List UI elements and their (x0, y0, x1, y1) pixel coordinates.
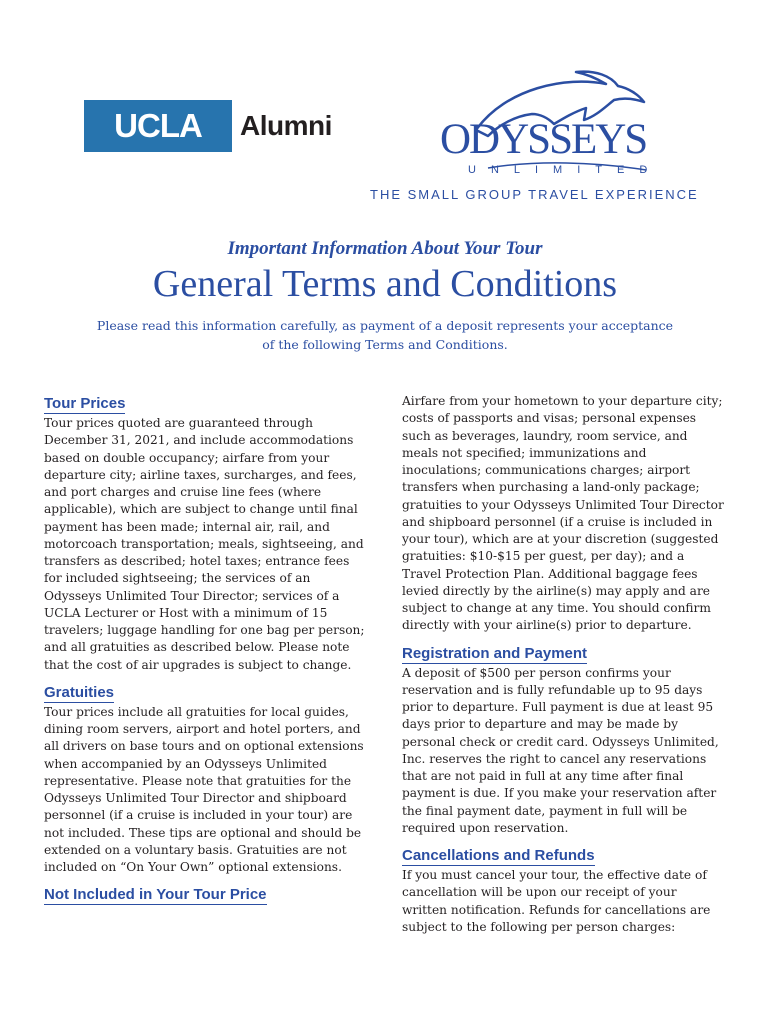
cancellations-heading: Cancellations and Refunds (402, 847, 595, 864)
intro-text: Please read this information carefully, as payment of a deposit represents your acceptance of the following Terms and Conditions. (96, 318, 674, 352)
subhead: Important Information About Your Tour (227, 238, 543, 259)
tour-prices-text: Tour prices quoted are guaranteed through December 31, 2021, and include accommodations based on double occupancy; airfare from your departure city; airline taxes, surcharges, and fees, and port charges and cruise line fees (where applicable), which are subject to change until final payment has been made; internal air, rail, and motorcoach transportation; meals, sightseeing, and transfers as described; hotel taxes; entrance fees for included sightseeing; the services of an Odysseys Unlimited Tour Director; services of a UCLA Lecturer or Host with a minimum of 15 travelers; luggage handling for one bag per person; and all gratuities as described below. Please note that the cost of air upgrades is subject to change. (44, 416, 365, 672)
left-column (44, 393, 366, 905)
ucla-wordmark: UCLA (84, 100, 232, 152)
registration-text: A deposit of $500 per person confirms your reservation and is fully refundable up to 95 days prior to departure. Full payment is due at least 95 days prior to departure and may be made by personal check or credit card. Odysseys Unlimited, Inc. reserves the right to cancel any reservations that are not paid in full at any time after final payment is due. If you make your reservation after the final payment date, payment in full will be required upon reservation. (402, 665, 719, 835)
unlimited-wordmark: UNLIMITED (468, 164, 663, 176)
page-title: General Terms and Conditions (152, 263, 618, 305)
ucla-alumni-logo (84, 100, 332, 152)
alumni-wordmark: Alumni (240, 110, 332, 141)
odysseys-wordmark: ODYSSEYS (440, 116, 647, 163)
right-column (402, 393, 724, 936)
cancellations-text: If you must cancel your tour, the effective date of cancellation will be upon our receipt of your written notification. Refunds for cancellations are subject to the following per person charges: (402, 868, 711, 934)
tour-prices-heading: Tour Prices (44, 395, 126, 412)
registration-heading: Registration and Payment (402, 644, 588, 662)
gratuities-heading: Gratuities (44, 683, 115, 701)
not-included-heading: Not Included in Your Tour Price (44, 886, 267, 904)
not-included-text: Airfare from your hometown to your departure city; costs of passports and visas; personal expenses such as beverages, laundry, room service, and meals not specified; immunizations and inoculations; communications charges; airport transfers when purchasing a land-only package; gratuities to your Odysseys Unlimited Tour Director and shipboard personnel (if a cruise is included in your tour), which are at your discretion (suggested gratuities: $10-$15 per guest, per day); and a Travel Protection Plan. Additional baggage fees levied directly by the airline(s) may apply and are subject to change at any time. You should confirm directly with your airline(s) prior to departure. (402, 394, 724, 633)
tagline: THE SMALL GROUP TRAVEL EXPERIENCE (370, 187, 699, 202)
gratuities-text: Tour prices include all gratuities for local guides, dining room servers, airport and hotel porters, and all drivers on base tours and on optional extensions when accompanied by an Odysseys Unlimited representative. Please note that gratuities for the Odysseys Unlimited Tour Director and shipboard personnel (if a cruise is included in your tour) are not included. These tips are optional and should be extended on a voluntary basis. Gratuities are not included on “On Your Own” optional extensions. (44, 704, 364, 874)
